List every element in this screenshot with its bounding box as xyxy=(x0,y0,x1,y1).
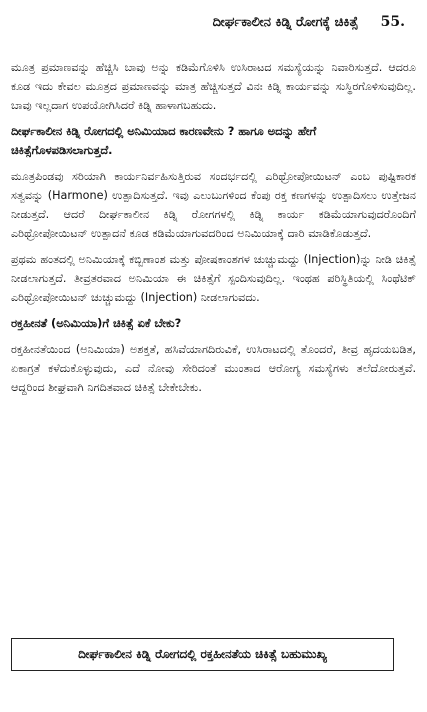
section-heading-why-treat: ರಕ್ತಹೀನತೆ (ಅನಿಮಿಯಾ)ಗೆ ಚಿಕಿತ್ಸೆ ಏಕೆ ಬೇಕು? xyxy=(11,316,182,330)
paragraph-anemia-symptoms: ರಕ್ತಹೀನತೆಯಿಂದ (ಅನಿಮಿಯಾ) ಅಶಕ್ತತೆ, ಹಸಿವೆಯಾಗದಿರುವಿಕೆ, ಉಸಿರಾಟದಲ್ಲಿ ತೊಂದರೆ, ತೀವ್ರ ಹೃದಯಬಡಿತ, ಏಕಾಗ್ರತೆ ಕಳೆದುಕೊಳ್ಳುವುದು, ಎದೆ ನೋವು ಸೇರಿದಂತೆ ಮುಂತಾದ ಆರೋಗ್ಯ ಸಮಸ್ಯೆಗಳು ತಲೆದೋರುತ್ತವೆ. ಆದ್ದರಿಂದ ಶೀಘ್ರವಾಗಿ ನಿಗದಿತವಾದ ಚಿಕಿತ್ಸೆ ಬೇಕೇಬೇಕು. xyxy=(11,343,416,394)
section-heading-anemia-cause: ದೀರ್ಘಕಾಲೀನ ಕಿಡ್ನಿ ರೋಗದಲ್ಲಿ ಅನಿಮಿಯಾದ ಕಾರಣವೇನು ? ಹಾಗೂ ಅದನ್ನು ಹೇಗೆ ಚಿಕಿತ್ಸೆಗೊಳಪಡಿಸಲಾಗುತ್ತದೆ. xyxy=(11,124,317,157)
running-header xyxy=(213,14,405,30)
key-point-text: ದೀರ್ಘಕಾಲೀನ ಕಿಡ್ನಿ ರೋಗದಲ್ಲಿ ರಕ್ತಹೀನತೆಯ ಚಿಕಿತ್ಸೆ ಬಹುಮುಖ್ಯ xyxy=(78,647,327,661)
body-text xyxy=(11,58,416,404)
key-point-box xyxy=(11,638,394,671)
page-number: 55. xyxy=(380,14,405,30)
running-header-title: ದೀರ್ಘಕಾಲೀನ ಕಿಡ್ನಿ ರೋಗಕ್ಕೆ ಚಿಕಿತ್ಸೆ xyxy=(212,15,359,30)
paragraph-injection-treatment: ಪ್ರಥಮ ಹಂತದಲ್ಲಿ ಅನಿಮಿಯಾಕ್ಕೆ ಕಬ್ಬಿಣಾಂಶ ಮತ್ತು ಪೋಷಕಾಂಶಗಳ ಚುಚ್ಚುಮದ್ದು (Injection)ನ್ನು ನೀಡಿ ಚಿಕಿತ್ಸೆ ನೀಡಲಾಗುತ್ತದೆ. ತೀವ್ರತರವಾದ ಅನಿಮಿಯಾ ಈ ಚಿಕಿತ್ಸೆಗೆ ಸ್ಪಂದಿಸುವುದಿಲ್ಲ. ಇಂಥಹ ಪರಿಸ್ಥಿತಿಯಲ್ಲಿ ಸಿಂಥೆಟಿಕ್ ಎರಿಥ್ರೋಪೋಯಿಟನ್ ಚುಚ್ಚುಮದ್ದು (Injection) ನೀಡಲಾಗುವದು. xyxy=(11,253,416,304)
paragraph-erythropoietin: ಮೂತ್ರಪಿಂಡವು ಸರಿಯಾಗಿ ಕಾರ್ಯನಿರ್ವಹಿಸುತ್ತಿರುವ ಸಂದರ್ಭದಲ್ಲಿ ಎರಿಥ್ರೋಪೋಯಿಟನ್ ಎಂಬ ಪುಷ್ಟಿಕಾರಕ ಸತ್ವವನ್ನು (Harmone) ಉತ್ಪಾದಿಸುತ್ತದೆ. ಇವು ಎಲುಬುಗಳಿಂದ ಕೆಂಪು ರಕ್ತ ಕಣಗಳನ್ನು ಉತ್ಪಾದಿಸಲು ಉತ್ತೇಜನ ನೀಡುತ್ತದೆ. ಆದರೆ ದೀರ್ಘಕಾಲೀನ ಕಿಡ್ನಿ ರೋಗಗಳಲ್ಲಿ ಕಿಡ್ನಿ ಕಾರ್ಯ ಕಡಿಮೆಯಾಗುವುದರೊಂದಿಗೆ ಎರಿಥ್ರೋಪೋಯಿಟನ್ ಉತ್ಪಾದನೆ ಕೂಡ ಕಡಿಮೆಯಾಗುವದರಿಂದ ಅನಿಮಿಯಾಕ್ಕೆ ದಾರಿ ಮಾಡಿಕೊಡುತ್ತದೆ. xyxy=(11,170,416,240)
paragraph-diuretic-effect: ಮೂತ್ರ ಪ್ರಮಾಣವನ್ನು ಹೆಚ್ಚಿಸಿ ಬಾವು ಅನ್ನು ಕಡಿಮೆಗೊಳಿಸಿ ಉಸಿರಾಟದ ಸಮಸ್ಯೆಯನ್ನು ನಿವಾರಿಸುತ್ತದೆ. ಆದರೂ ಕೂಡ ಇದು ಕೇವಲ ಮೂತ್ರದ ಪ್ರಮಾಣವನ್ನು ಮಾತ್ರ ಹೆಚ್ಚಿಸುತ್ತದೆ ವಿನಃ ಕಿಡ್ನಿ ಕಾರ್ಯವನ್ನು ಸುಸ್ಥಿರಗೊಳಿಸುವುದಿಲ್ಲ. ಬಾವು ಇಲ್ಲದಾಗ ಉಪಯೋಗಿಸಿದರೆ ಕಿಡ್ನಿ ಹಾಳಾಗಬಹುದು. xyxy=(11,61,416,112)
